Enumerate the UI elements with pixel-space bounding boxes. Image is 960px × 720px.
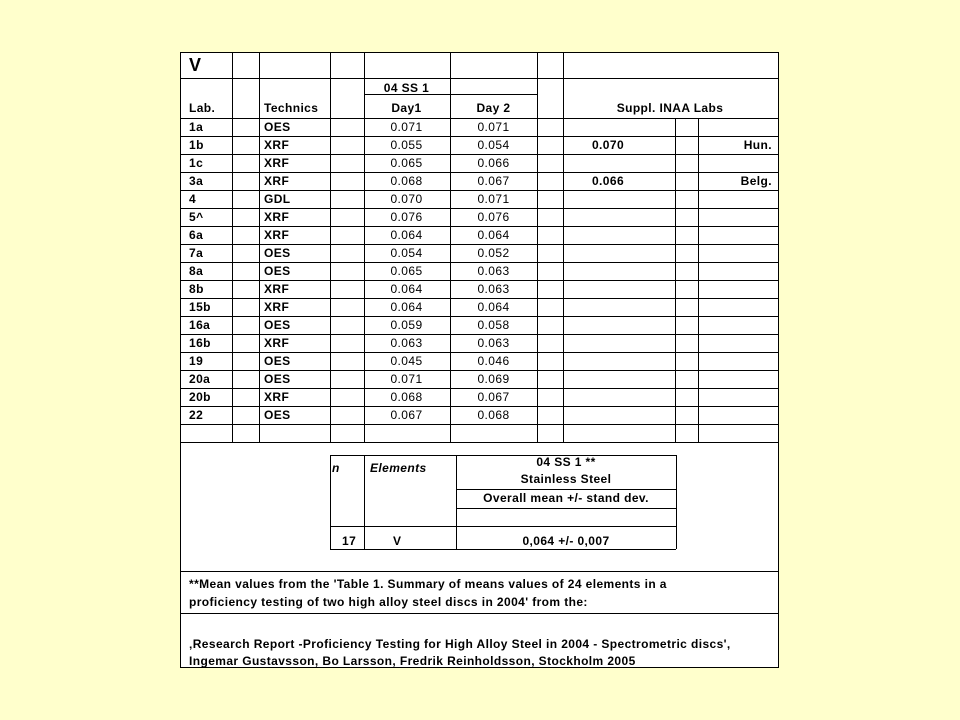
grid-line: [232, 52, 233, 442]
row-lab: 4: [189, 192, 197, 206]
row-day1-value: 0.064: [390, 228, 423, 242]
row-day1-value: 0.045: [390, 354, 423, 368]
row-lab: 16b: [189, 336, 211, 350]
row-day1-value: 0.070: [390, 192, 423, 206]
grid-line: [537, 52, 538, 442]
row-day1-value: 0.064: [390, 300, 423, 314]
row-lab: 1a: [189, 120, 204, 134]
row-technics: XRF: [264, 300, 290, 314]
row-day1-value: 0.059: [390, 318, 423, 332]
row-technics: OES: [264, 246, 291, 260]
summary-elements-label: Elements: [370, 461, 427, 475]
grid-line: [364, 455, 365, 549]
row-lab: 20a: [189, 372, 211, 386]
grid-line: [180, 298, 779, 299]
row-day1-value: 0.076: [390, 210, 423, 224]
row-day1-value: 0.071: [390, 372, 423, 386]
row-lab: 5^: [189, 210, 204, 224]
row-lab: 3a: [189, 174, 204, 188]
row-day1-value: 0.067: [390, 408, 423, 422]
reference-line-2: Ingemar Gustavsson, Bo Larsson, Fredrik Reinholdsson, Stockholm 2005: [189, 654, 636, 668]
row-day1-value: 0.054: [390, 246, 423, 260]
row-day2-value: 0.063: [477, 336, 510, 350]
row-day2-value: 0.063: [477, 264, 510, 278]
grid-line: [180, 52, 779, 53]
grid-line: [180, 118, 779, 119]
row-technics: XRF: [264, 156, 290, 170]
row-technics: XRF: [264, 390, 290, 404]
row-day2-value: 0.066: [477, 156, 510, 170]
note-line-1: **Mean values from the 'Table 1. Summary of means values of 24 elements in a: [189, 577, 667, 591]
row-day1-value: 0.064: [390, 282, 423, 296]
row-lab: 19: [189, 354, 204, 368]
row-day2-value: 0.067: [477, 390, 510, 404]
row-lab: 15b: [189, 300, 211, 314]
grid-line: [330, 526, 676, 527]
row-technics: XRF: [264, 282, 290, 296]
row-day2-value: 0.067: [477, 174, 510, 188]
results-sheet: [180, 52, 779, 668]
row-day2-value: 0.064: [477, 300, 510, 314]
grid-line: [180, 154, 779, 155]
grid-line: [456, 508, 676, 509]
grid-line: [180, 190, 779, 191]
grid-line: [180, 352, 779, 353]
row-day2-value: 0.064: [477, 228, 510, 242]
row-lab: 22: [189, 408, 204, 422]
row-technics: OES: [264, 264, 291, 278]
header-day1: Day1: [391, 101, 422, 115]
grid-line: [778, 52, 779, 668]
grid-line: [676, 455, 677, 549]
grid-line: [330, 52, 331, 442]
row-lab: 16a: [189, 318, 211, 332]
summary-sample-title: 04 SS 1 **: [536, 455, 596, 469]
grid-line: [180, 442, 779, 443]
header-suppl-inaa: Suppl. INAA Labs: [616, 101, 724, 115]
summary-mean-header: Overall mean +/- stand dev.: [483, 491, 649, 505]
grid-line: [330, 455, 331, 549]
row-day1-value: 0.065: [390, 264, 423, 278]
note-line-2: proficiency testing of two high alloy steel discs in 2004' from the:: [189, 595, 588, 609]
row-day1-value: 0.063: [390, 336, 423, 350]
header-day2: Day 2: [476, 101, 511, 115]
row-suppl-country: Belg.: [740, 174, 772, 188]
row-technics: OES: [264, 408, 291, 422]
grid-line: [180, 208, 779, 209]
row-technics: OES: [264, 120, 291, 134]
grid-line: [180, 571, 779, 572]
grid-line: [180, 388, 779, 389]
row-day2-value: 0.068: [477, 408, 510, 422]
summary-n-label: n: [332, 461, 340, 475]
grid-line: [180, 52, 181, 668]
row-lab: 1b: [189, 138, 204, 152]
row-day2-value: 0.052: [477, 246, 510, 260]
grid-line: [180, 334, 779, 335]
row-technics: GDL: [264, 192, 291, 206]
row-technics: XRF: [264, 228, 290, 242]
row-suppl-value: 0.066: [591, 174, 625, 188]
header-technics: Technics: [264, 101, 319, 115]
header-lab: Lab.: [189, 101, 216, 115]
grid-line: [330, 549, 676, 550]
grid-line: [180, 262, 779, 263]
row-day1-value: 0.055: [390, 138, 423, 152]
element-symbol: V: [189, 55, 202, 75]
row-day2-value: 0.058: [477, 318, 510, 332]
summary-mean-value: 0,064 +/- 0,007: [522, 534, 610, 548]
row-suppl-country: Hun.: [743, 138, 772, 152]
row-day1-value: 0.068: [390, 174, 423, 188]
grid-line: [180, 424, 779, 425]
grid-line: [180, 280, 779, 281]
row-suppl-value: 0.070: [591, 138, 625, 152]
summary-n-value: 17: [342, 534, 357, 548]
row-day2-value: 0.076: [477, 210, 510, 224]
row-day2-value: 0.071: [477, 192, 510, 206]
row-day1-value: 0.071: [390, 120, 423, 134]
row-lab: 8b: [189, 282, 204, 296]
grid-line: [456, 489, 676, 490]
summary-sample-subtitle: Stainless Steel: [520, 472, 612, 486]
row-lab: 1c: [189, 156, 204, 170]
grid-line: [180, 613, 779, 614]
grid-line: [180, 244, 779, 245]
header-sample-group: 04 SS 1: [383, 81, 430, 95]
row-day2-value: 0.063: [477, 282, 510, 296]
row-lab: 20b: [189, 390, 211, 404]
grid-line: [180, 226, 779, 227]
row-technics: OES: [264, 372, 291, 386]
grid-line: [259, 52, 260, 442]
row-technics: XRF: [264, 336, 290, 350]
row-day1-value: 0.068: [390, 390, 423, 404]
row-day2-value: 0.069: [477, 372, 510, 386]
summary-element-value: V: [393, 534, 402, 548]
row-lab: 8a: [189, 264, 204, 278]
grid-line: [180, 406, 779, 407]
row-lab: 7a: [189, 246, 204, 260]
row-lab: 6a: [189, 228, 204, 242]
grid-line: [180, 78, 779, 79]
row-day2-value: 0.071: [477, 120, 510, 134]
reference-line-1: ‚Research Report -Proficiency Testing for High Alloy Steel in 2004 - Spectrometric discs',: [189, 637, 731, 651]
row-technics: OES: [264, 354, 291, 368]
grid-line: [180, 136, 779, 137]
row-technics: XRF: [264, 138, 290, 152]
grid-line: [180, 370, 779, 371]
row-day2-value: 0.046: [477, 354, 510, 368]
row-day1-value: 0.065: [390, 156, 423, 170]
row-technics: XRF: [264, 210, 290, 224]
grid-line: [180, 172, 779, 173]
row-day2-value: 0.054: [477, 138, 510, 152]
row-technics: OES: [264, 318, 291, 332]
grid-line: [180, 316, 779, 317]
row-technics: XRF: [264, 174, 290, 188]
